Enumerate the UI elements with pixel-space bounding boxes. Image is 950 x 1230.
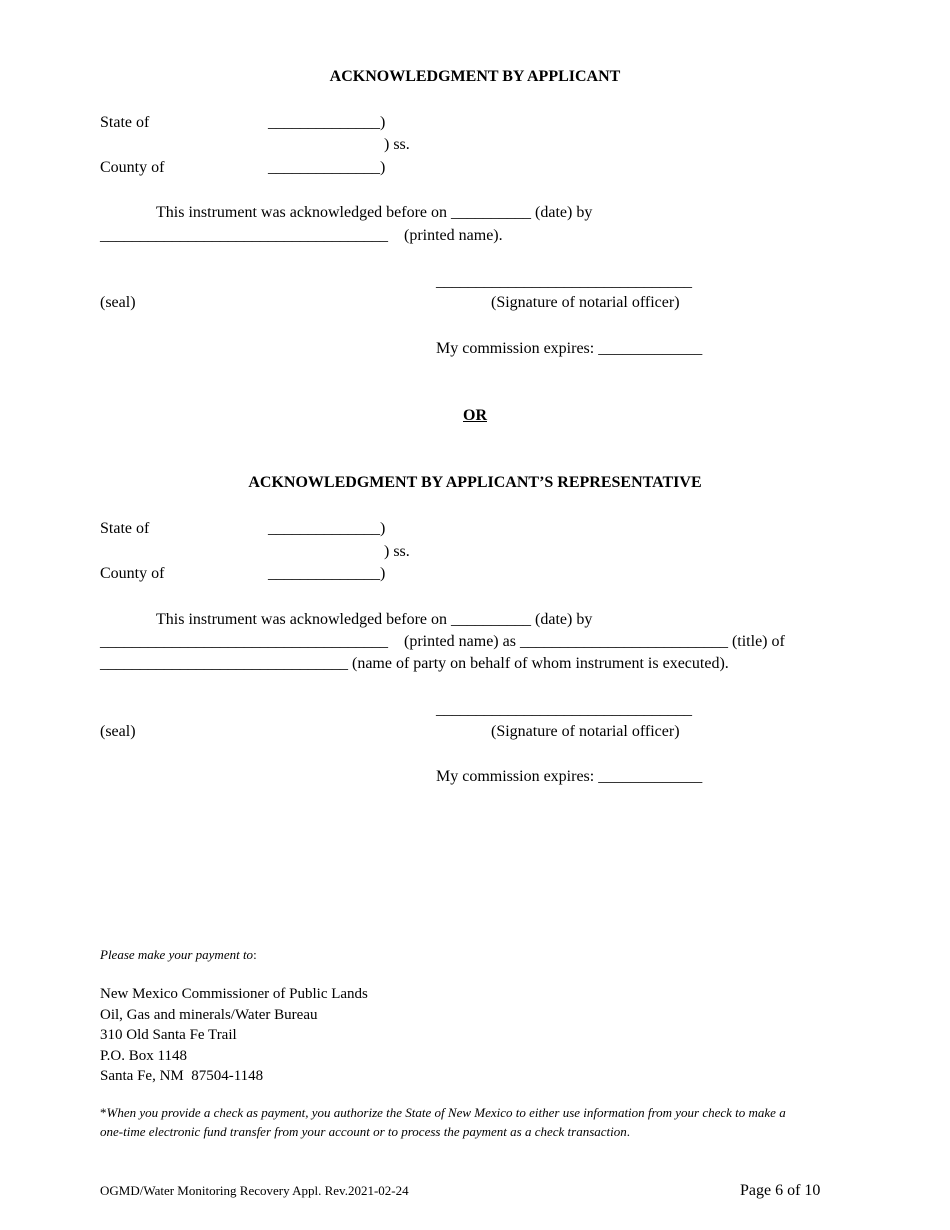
signature-rule: ________________________________ <box>436 273 692 290</box>
signature-rule: ________________________________ <box>436 701 692 718</box>
commission-expires: My commission expires: _____________ <box>436 768 703 785</box>
state-blank: ______________) <box>268 114 386 131</box>
ss-label: ) ss. <box>384 543 410 560</box>
county-blank: ______________) <box>268 159 386 176</box>
payment-address-line-2: Oil, Gas and minerals/Water Bureau <box>100 1007 318 1023</box>
or-label: OR <box>463 407 487 424</box>
signature-caption: (Signature of notarial officer) <box>491 294 680 311</box>
state-label: State of <box>100 520 150 537</box>
section2-heading: ACKNOWLEDGMENT BY APPLICANT’S REPRESENTATIVE <box>248 474 702 491</box>
signature-caption: (Signature of notarial officer) <box>491 723 680 740</box>
payment-label-line <box>100 946 257 964</box>
state-label: State of <box>100 114 150 131</box>
note-star: * <box>100 1105 107 1120</box>
county-blank: ______________) <box>268 565 386 582</box>
form-id: OGMD/Water Monitoring Recovery Appl. Rev.2021-02-24 <box>100 1183 409 1198</box>
check-note-line-2 <box>100 1123 630 1141</box>
party-line: _______________________________ (name of party on behalf of whom instrument is executed). <box>100 655 729 672</box>
payment-address-line-5: Santa Fe, NM 87504-1148 <box>100 1068 264 1084</box>
state-blank: ______________) <box>268 520 386 537</box>
note-text-1: When you provide a check as payment, you authorize the State of New Mexico to either use information from your check to make a <box>106 1105 786 1120</box>
payment-label: Please make your payment to <box>100 947 254 962</box>
check-note-line-1 <box>100 1104 786 1122</box>
printed-name-line: ____________________________________ (printed name). <box>100 227 503 244</box>
payment-address-line-1: New Mexico Commissioner of Public Lands <box>100 986 368 1002</box>
seal-label: (seal) <box>100 723 136 740</box>
payment-colon: : <box>253 947 257 962</box>
note-text-2: one-time electronic fund transfer from your account or to process the payment as a check transaction <box>100 1124 627 1139</box>
ack-line: This instrument was acknowledged before on __________ (date) by <box>156 204 593 221</box>
ss-label: ) ss. <box>384 136 410 153</box>
commission-expires: My commission expires: _____________ <box>436 340 703 357</box>
page-number: Page 6 of 10 <box>740 1182 821 1199</box>
printed-name-title-line: ____________________________________ (printed name) as __________________________ (title) of <box>100 633 785 650</box>
payment-address-line-3: 310 Old Santa Fe Trail <box>100 1027 237 1043</box>
payment-address-line-4: P.O. Box 1148 <box>100 1048 187 1064</box>
county-label: County of <box>100 565 165 582</box>
ack-line: This instrument was acknowledged before on __________ (date) by <box>156 611 593 628</box>
note-end: . <box>626 1124 631 1139</box>
section1-heading: ACKNOWLEDGMENT BY APPLICANT <box>329 68 621 85</box>
county-label: County of <box>100 159 165 176</box>
seal-label: (seal) <box>100 294 136 311</box>
